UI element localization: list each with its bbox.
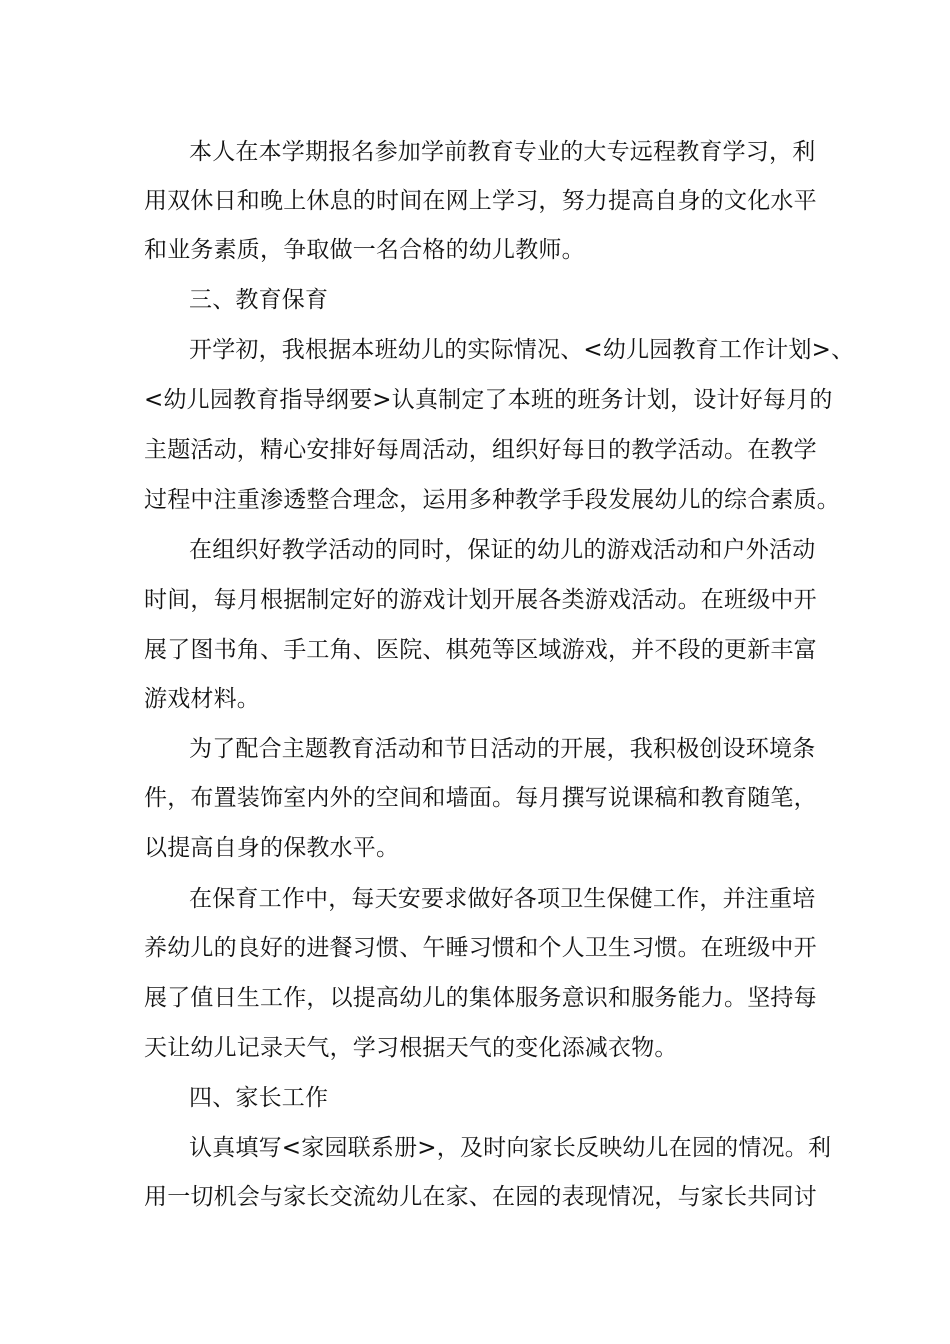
paragraph-line: 用一切机会与家长交流幼儿在家、在园的表现情况，与家长共同讨 xyxy=(144,1184,817,1210)
paragraph-line: 以提高自身的保教水平。 xyxy=(144,835,400,861)
paragraph-line: 在保育工作中，每天安要求做好各项卫生保健工作，并注重培 xyxy=(189,886,816,912)
paragraph-line: 展了值日生工作，以提高幼儿的集体服务意识和服务能力。坚持每 xyxy=(144,985,817,1011)
section-heading: 四、家长工作 xyxy=(189,1085,329,1111)
paragraph-line: 主题活动，精心安排好每周活动，组织好每日的教学活动。在教学 xyxy=(144,437,817,463)
paragraph-line: 过程中注重渗透整合理念，运用多种教学手段发展幼儿的综合素质。 xyxy=(144,487,840,513)
paragraph-line: 件，布置装饰室内外的空间和墙面。每月撰写说课稿和教育随笔， xyxy=(144,785,817,811)
paragraph-line: 养幼儿的良好的进餐习惯、午睡习惯和个人卫生习惯。在班级中开 xyxy=(144,935,817,961)
paragraph-line: 本人在本学期报名参加学前教育专业的大专远程教育学习，利 xyxy=(189,139,816,165)
section-heading: 三、教育保育 xyxy=(189,287,329,313)
paragraph-line: 认真填写<家园联系册>，及时向家长反映幼儿在园的情况。利 xyxy=(189,1135,832,1161)
paragraph-line: 和业务素质，争取做一名合格的幼儿教师。 xyxy=(144,237,585,263)
paragraph-line: 游戏材料。 xyxy=(144,686,260,712)
paragraph-line: 用双休日和晚上休息的时间在网上学习，努力提高自身的文化水平 xyxy=(144,188,817,214)
paragraph-line: 在组织好教学活动的同时，保证的幼儿的游戏活动和户外活动 xyxy=(189,537,816,563)
paragraph-line: 时间，每月根据制定好的游戏计划开展各类游戏活动。在班级中开 xyxy=(144,587,817,613)
paragraph-line: 开学初，我根据本班幼儿的实际情况、<幼儿园教育工作计划>、 xyxy=(189,337,855,363)
paragraph-line: <幼儿园教育指导纲要>认真制定了本班的班务计划，设计好每月的 xyxy=(144,387,833,413)
paragraph-line: 为了配合主题教育活动和节日活动的开展，我积极创设环境条 xyxy=(189,736,816,762)
paragraph-line: 天让幼儿记录天气，学习根据天气的变化添减衣物。 xyxy=(144,1035,678,1061)
paragraph-line: 展了图书角、手工角、医院、棋苑等区域游戏，并不段的更新丰富 xyxy=(144,637,817,663)
